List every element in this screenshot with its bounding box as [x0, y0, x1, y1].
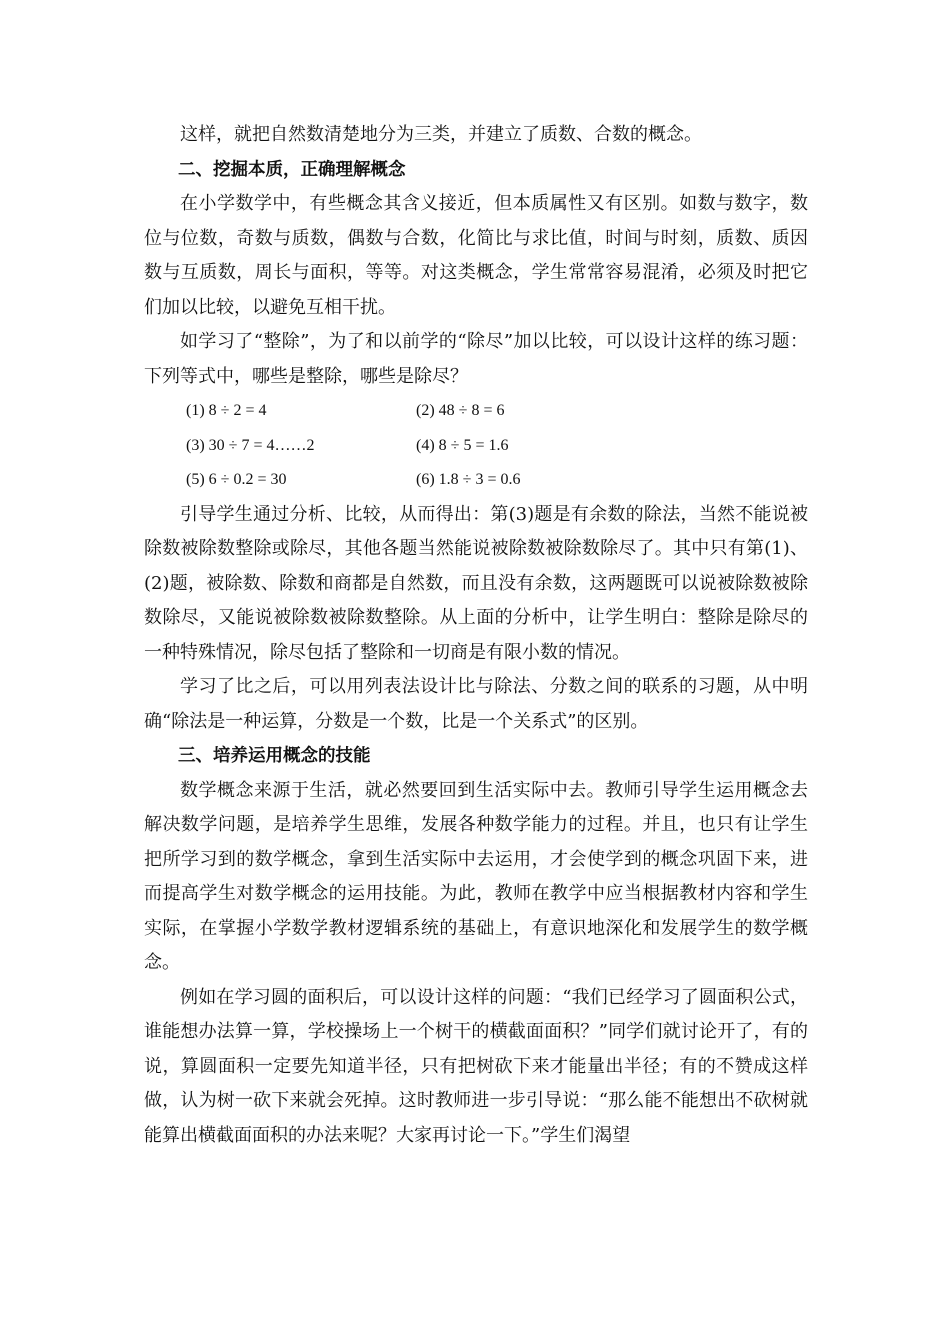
paragraph-2: 在小学数学中，有些概念其含义接近，但本质属性又有区别。如数与数字，数位与位数，奇数与质数，偶数与合数，化简比与求比值，时间与时刻，质数、质因数与互质数，周长与面积，等等。对这类概念，学生常常容易混淆，必须及时把它们加以比较，以避免互相干扰。 [144, 193, 808, 318]
equation-5: (5) 6 ÷ 0.2 = 30 [186, 471, 287, 488]
equation-6: (6) 1.8 ÷ 3 = 0.6 [416, 471, 521, 488]
paragraph-6: 数学概念来源于生活，就必然要回到生活实际中去。教师引导学生运用概念去解决数学问题，是培养学生思维，发展各种数学能力的过程。并且，也只有让学生把所学习到的数学概念，拿到生活实际中去运用，才会使学到的概念巩固下来，进而提高学生对数学概念的运用技能。为此，教师在教学中应当根据教材内容和学生实际，在掌握小学数学教材逻辑系统的基础上，有意识地深化和发展学生的数学概念。 [144, 779, 808, 973]
equation-3: (3) 30 ÷ 7 = 4……2 [186, 436, 315, 454]
equation-row-2 [144, 429, 808, 464]
paragraph-4: 引导学生通过分析、比较，从而得出：第(3)题是有余数的除法，当然不能说被除数被除数整除或除尽，其他各题当然能说被除数被除数除尽了。其中只有第(1)、(2)题，被除数、除数和商都是自然数，而且没有余数，这两题既可以说被除数被除数除尽，又能说被除数被除数整除。从上面的分析中，让学生明白：整除是除尽的一种特殊情况，除尽包括了整除和一切商是有限小数的情况。 [144, 503, 808, 663]
equation-4: (4) 8 ÷ 5 = 1.6 [416, 436, 509, 454]
document-body [144, 118, 808, 1153]
paragraph-3: 如学习了“整除”，为了和以前学的“除尽”加以比较，可以设计这样的练习题：下列等式中，哪些是整除，哪些是除尽？ [144, 331, 808, 387]
paragraph-5: 学习了比之后，可以用列表法设计比与除法、分数之间的联系的习题，从中明确“除法是一种运算，分数是一个数，比是一个关系式”的区别。 [144, 676, 808, 732]
equation-2: (2) 48 ÷ 8 = 6 [416, 402, 505, 419]
section-heading-3: 三、培养运用概念的技能 [178, 746, 371, 766]
paragraph-1: 这样，就把自然数清楚地分为三类，并建立了质数、合数的概念。 [180, 124, 702, 145]
equation-row-3 [144, 463, 808, 498]
paragraph-7: 例如在学习圆的面积后，可以设计这样的问题：“我们已经学习了圆面积公式，谁能想办法算一算，学校操场上一个树干的横截面面积？”同学们就讨论开了，有的说，算圆面积一定要先知道半径，只有把树砍下来才能量出半径；有的不赞成这样做，认为树一砍下来就会死掉。这时教师进一步引导说：“那么能不能想出不砍树就能算出横截面面积的办法来呢？大家再讨论一下。”学生们渴望 [144, 986, 808, 1146]
equation-1: (1) 8 ÷ 2 = 4 [186, 402, 267, 419]
section-heading-2: 二、挖掘本质，正确理解概念 [178, 159, 406, 180]
equation-row-1 [144, 394, 808, 429]
